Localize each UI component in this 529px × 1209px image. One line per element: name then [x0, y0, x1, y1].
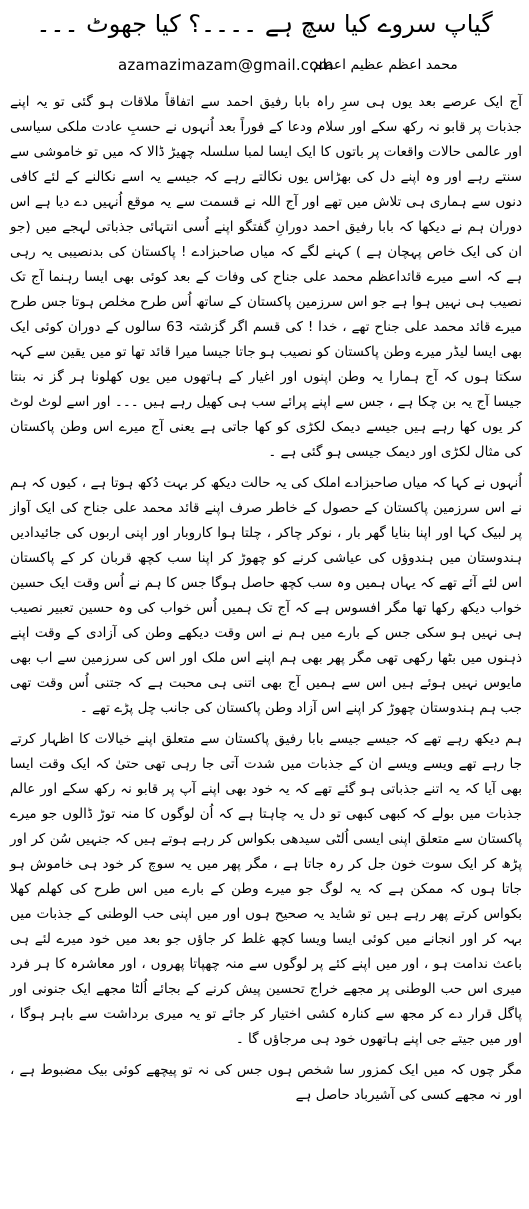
byline [0, 53, 529, 79]
paragraph-1: آج ایک عرصے بعد یوں ہی سرِ راہ بابا رفیق احمد سے اتفاقاً ملاقات ہو گئی تو یہ اپنے جذبات پر قابو نہ رکھ سکے اور سلام ودعا کے فوراً بعد اُنہوں نے حسبِ عادت ملکی سیاسی اور عالمی حالات واقعات پر باتوں کا ایک ایسا لمبا سلسلہ چھیڑ ڈالا کہ میں تو خاموشی سے سنتے رہے اور وہ اپنے دل کی بھڑاس یوں نکالتے رہے کہ جیسے یہ اسے نکالنے کے لئے کافی دنوں سے ہماری ہی تلاش میں تھے اور آج اللہ نے قسمت سے یہ موقع اُنہیں دے دیا ہے اس دوران ہم نے دیکھا کہ بابا رفیق احمد دورانِ گفتگو اپنے اُسی انتہائی جذباتی لہجے میں (جو ان کی ایک خاص پہچان ہے ) کہنے لگے کہ میاں صاحبزادے ! پاکستان کی بدنصیبی یہ رہی ہے کہ اسے میرے قائداعظم محمد علی جناح کی وفات کے بعد کوئی بھی ایسا رہنما آج تک نصیب ہی نہیں ہوا ہے جو اس سرزمین پاکستان کے ساتھ اُس طرح مخلص ہوتا جس طرح میرے قائد محمد علی جناح تھے ، خدا ! کی قسم اگر گزشتہ 63 سالوں کے دوران کوئی ایک بھی ایسا لیڈر میرے وطن پاکستان کو نصیب ہو جاتا جیسا میرا قائد تھا تو میں یقین سے کہہ سکتا ہوں کہ آج ہمارا یہ وطن اپنوں اور اغیار کے ہاتھوں میں یوں کھلونا ہر گز نہ بنتا جیسا آج یہ بن چکا ہے ، جس سے اپنے پرائے سب ہی کھیل رہے ہیں ۔۔۔ اور اسے لوٹ لوٹ کر یوں کھا رہے ہیں جیسے دیمک لکڑی کو کھا جاتی ہے یعنی آج میرے اس وطن پاکستان کی مثال لکڑی اور دیمک جیسی ہو گئی ہے ۔ [10, 94, 522, 460]
author-email: azamazimazam@gmail.com [118, 56, 334, 74]
paragraph-2: اُنہوں نے کہا کہ میاں صاحبزادے املک کی یہ حالت دیکھ کر بہت دُکھ ہوتا ہے ، کیوں کہ ہم نے اس سرزمین پاکستان کے حصول کے خاطر صرف اپنے قائد محمد علی جناح کی ایک آواز پر لبیک کہا اور اپنا بنایا گھر بار ، نوکر چاکر ، چلتا ہوا کاروبار اور اپنی اربوں کی جائیدادیں ہندوستان میں ہندوؤں کی عیاشی کرنے کو چھوڑ کر اپنا سب کچھ قربان کر کے پاکستان اس لئے آئے تھے کہ یہاں ہمیں وہ سب کچھ حاصل ہوگا جس کا ہم نے اُس وقت ایک حسین خواب دیکھ رکھا تھا مگر افسوس ہے کہ آج تک ہمیں اُس خواب کی وہ حسین تعبیر نصیب ہی نہیں ہو سکی جس کے بارے میں ہم نے اس وقت دیکھے وطن کی آزادی کے وقت اپنے ذہنوں میں بٹھا رکھی تھی مگر پھر بھی ہم اپنے اس ملک اور اس کی سرزمین سے اب بھی مایوس نہیں ہوئے ہیں اس سے ہمیں آج بھی اتنی ہی محبت ہے کہ جتنی اُس وقت تھی جب ہم ہندوستان چھوڑ کر اپنے اس آزاد وطن پاکستان کی جانب چل پڑے تھے ۔ [10, 475, 522, 716]
article-title: گیاپ سروے کیا سچ ہے ۔۔۔۔؟ کیا جھوٹ ۔۔۔ [36, 10, 493, 38]
paragraph-4: مگر چوں کہ میں ایک کمزور سا شخص ہوں جس کی نہ تو پیچھے کوئی بیک مضبوط ہے ، اور نہ مجھے کسی کی آشیرباد حاصل ہے [10, 1062, 522, 1103]
paragraph-3: ہم دیکھ رہے تھے کہ جیسے جیسے بابا رفیق پاکستان سے متعلق اپنے خیالات کا اظہار کرتے جا رہے تھے ویسے ویسے ان کے جذبات میں شدت آتی جا رہی تھی حتیٰ کہ ایک وقت ایسا بھی آیا کہ یہ اتنے جذباتی ہو گئے تھے کہ یہ خود بھی اپنے آپ پر قابو نہ رکھ سکے اور عالم جذبات میں بولے کہ کبھی کبھی تو دل یہ چاہتا ہے کہ اُن لوگوں کا منہ توڑ ڈالوں جو میرے پاکستان سے متعلق اپنی ایسی اُلٹی سیدھی بکواس کر رہے ہوتے ہیں کہ جنہیں سُن کر اور پڑھ کر ایک سوت خون جل کر رہ جاتا ہے ، مگر پھر میں یہ سوچ کر خود ہی خاموش ہو جاتا ہوں کہ ممکن ہے کہ یہ لوگ جو میرے وطن کے بارے میں اس طرح کی کھلم کھلا بکواس کرتے پھر رہے ہیں تو شاید یہ صحیح ہوں اور میں اپنی حب الوطنی کے جذبات میں بہہ کر اور انجانے میں کوئی ایسا ویسا کچھ غلط کر جاؤں جو بعد میں خود میرے لئے ہی باعث ندامت ہو ، اور میں اپنے کئے پر لوگوں سے منہ چھپاتا پھروں ، اور معاشرہ کا ہر فرد میری اس حب الوطنی پر مجھے خراج تحسین پیش کرنے کے بجائے اُلٹا مجھے ایک جنونی اور پاگل قرار دے کر مجھ سے کنارہ کشی اختیار کر جائے تو یہ میری برداشت سے باہر ہوگا ، اور میں جیتے جی اپنے ہاتھوں خود ہی مرجاؤں گا ۔ [10, 731, 522, 1047]
author-name: محمد اعظم عظیم اعظم [313, 57, 458, 73]
article-body [10, 90, 522, 1114]
